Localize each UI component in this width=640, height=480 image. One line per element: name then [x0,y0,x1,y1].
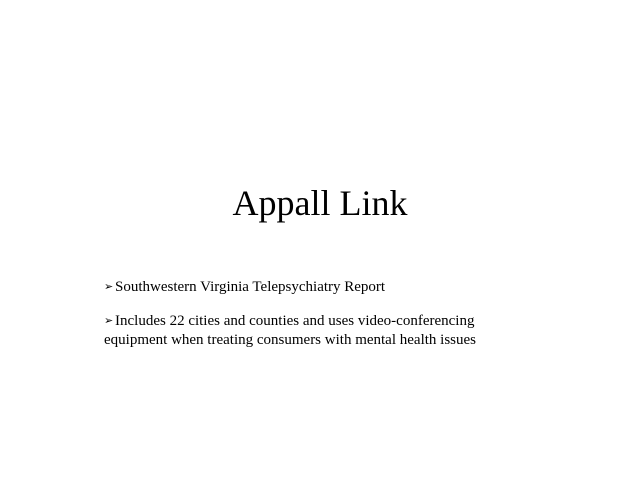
bullet-list [104,277,524,364]
arrow-bullet-icon: ➢ [104,314,114,327]
bullet-text: Includes 22 cities and counties and uses video-conferencing equipment when treating consumers with mental health issues [104,313,476,348]
arrow-bullet-icon: ➢ [104,280,114,293]
bullet-text: Southwestern Virginia Telepsychiatry Report [115,279,386,295]
bullet-item [104,277,524,297]
slide-title: Appall Link [232,183,408,223]
bullet-item [104,311,524,350]
